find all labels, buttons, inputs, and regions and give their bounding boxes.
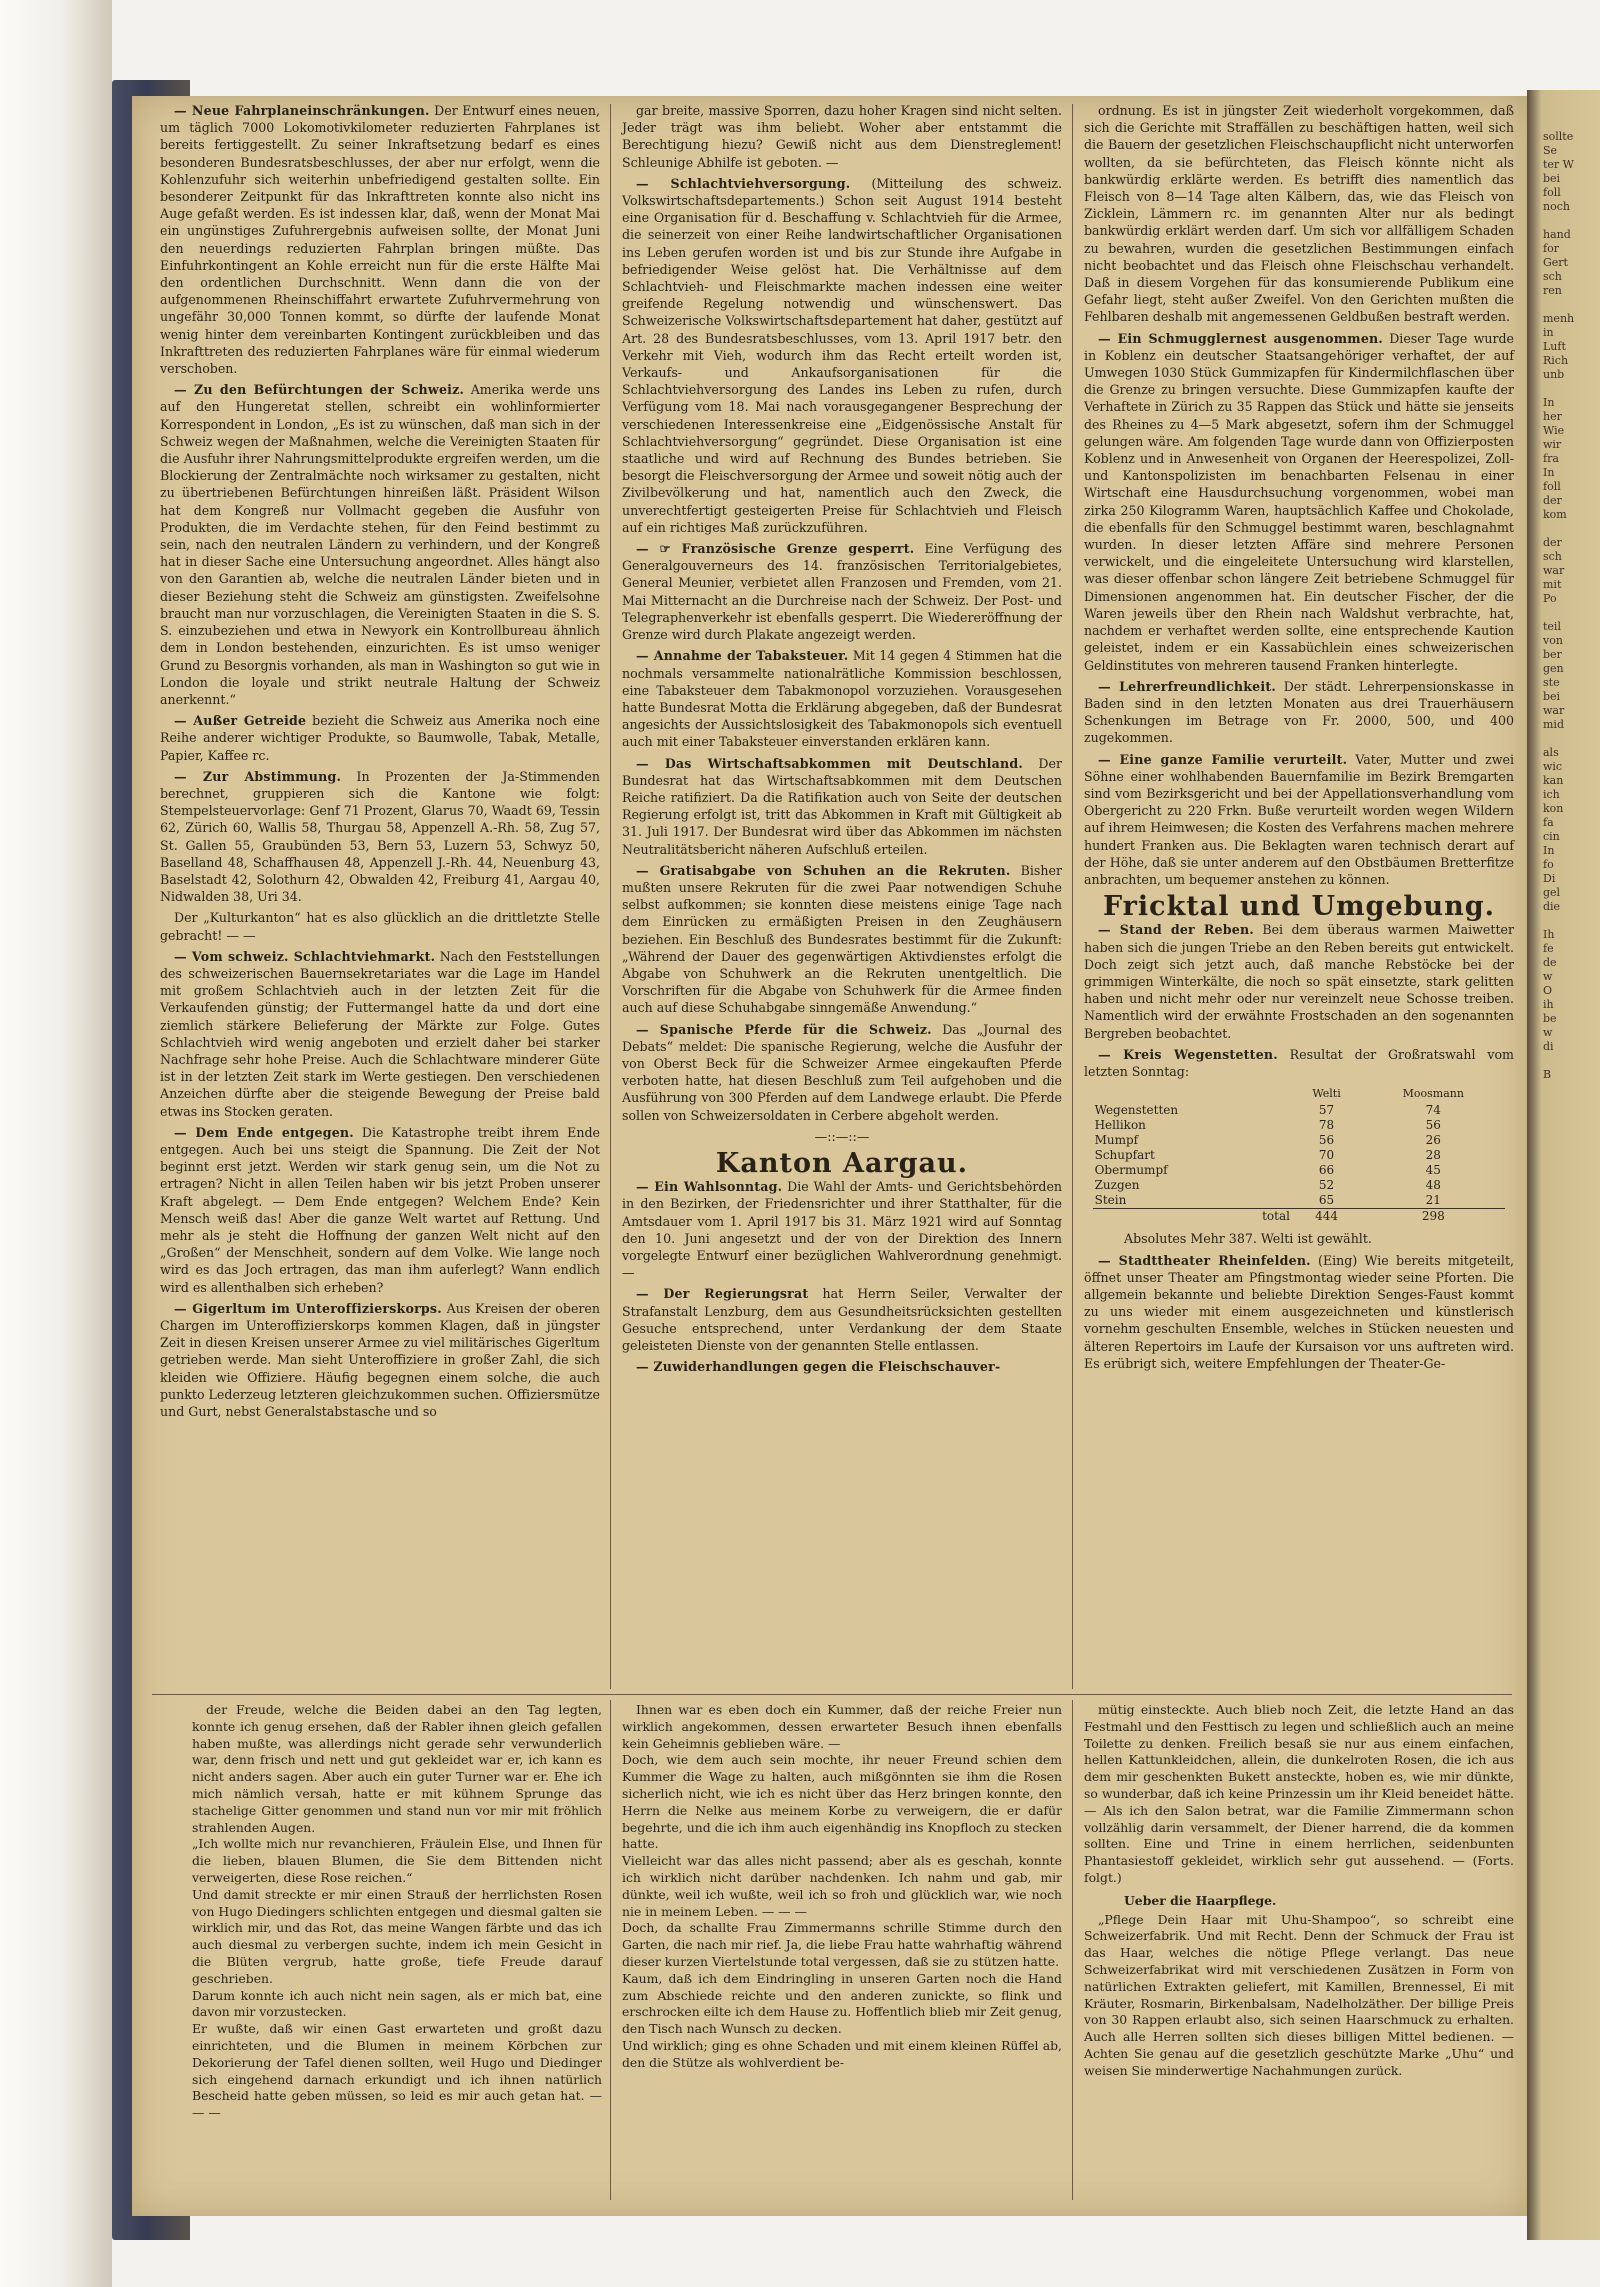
- table-cell: Mumpf: [1094, 1133, 1139, 1148]
- article-text: Eine Verfügung des Generalgouverneurs des 14. französischen Territorialgebietes, General Meunier, verbietet allen Franzosen und Fremden, vom 21. Mai Mitternacht an die Durchreise nach der Schweiz. Der Post- und Telegraphenverkehr ist ebenfalls gesperrt. Die Wiedereröffnung der Grenze wird durch Plakate angezeigt werden.: [622, 541, 1062, 643]
- article-text: Die Katastrophe treibt ihrem Ende entgegen. Auch bei uns steigt die Spannung. Die Zeit der Not beginnt erst jetzt. Werden wir stark genug sein, um die Not zu ertragen? Nicht in allen Teilen haben wir bis jetzt Proben unserer Kraft abgelegt. — Dem Ende entgegen? Welchem Ende? Kein Mensch weiß das! Aber die ganze Welt wartet auf Rettung. Und mehr als je steht die Hoffnung der ganzen Welt nicht auf den „Großen“ der Menschheit, sondern auf dem Volke. Wie lange noch wird es das Joch ertragen, das man ihm auferlegt? Wann endlich wird es allenthalben sich erheben?: [160, 1124, 600, 1295]
- section-headline: Fricktal und Umgebung.: [1102, 891, 1496, 923]
- newspaper-page: [132, 96, 1527, 2216]
- article-text: Bisher mußten unsere Rekruten für die zwei Paar notwendigen Schuhe selbst aufkommen; sie konnten diese meistens einige Tage nach dem Einrücken zu ermäßigten Preisen in den Zeughäusern beziehen. Ein Beschluß des Bundesrates bestimmt für die Zukunft: „Während der Dauer des gegenwärtigen Aktivdienstes erfolgt die Abgabe von Schuhwerk an die Rekruten unentgeltlich. Die Vorschriften für die Abgabe von Schuhwerk für die Armee finden auch auf diese Schuhabgabe sinngemäße Anwendung.“: [622, 862, 1062, 1016]
- table-cell: Hellikon: [1094, 1118, 1146, 1133]
- table-header: Welti: [1312, 1087, 1341, 1101]
- article-paragraph: [1084, 921, 1514, 1041]
- table-cell: 74: [1425, 1103, 1441, 1118]
- article-paragraph: [160, 909, 600, 943]
- article-paragraph: [160, 712, 600, 764]
- article-text: Der „Kulturkanton“ hat es also glücklich an die drittletzte Stelle gebracht! — —: [160, 910, 600, 943]
- table-cell: 78: [1318, 1118, 1335, 1133]
- article-text: bezieht die Schweiz aus Amerika noch eine Reihe anderer wichtiger Produkte, so Baumwolle, Tabak, Metalle, Papier, Kaffee rc.: [160, 713, 600, 763]
- article-paragraph: [622, 175, 1062, 536]
- article-paragraph: [1084, 1046, 1514, 1080]
- article-paragraph: [622, 1178, 1062, 1281]
- article-text: Absolutes Mehr 387. Welti ist gewählt.: [1124, 1231, 1372, 1247]
- article-heading: — Vom schweiz. Schlachtviehmarkt.: [174, 948, 436, 964]
- article-heading: — Neue Fahrplaneinschränkungen.: [174, 103, 430, 118]
- table-row: [1093, 1103, 1506, 1118]
- article-paragraph: [622, 647, 1062, 750]
- article-heading: — Zu den Befürchtungen der Schweiz.: [174, 382, 465, 398]
- table-row: [1093, 1133, 1506, 1148]
- table-cell: Stein: [1094, 1193, 1127, 1208]
- table-cell: 56: [1318, 1133, 1335, 1148]
- article-heading: — Ein Schmugglernest ausgenommen.: [1098, 330, 1383, 346]
- table-total-cell: 444: [1292, 1209, 1361, 1225]
- table-cell: 28: [1425, 1148, 1441, 1163]
- article-heading: — Stand der Reben.: [1098, 922, 1254, 938]
- adjacent-page-text: sollte Se ter W bei foll noch hand for Gert sch ren menh in Luft Rich unb In her Wie wir fra In foll der kom der sch war mit Po teil von ber gen ste bei war mid als wic kan ich kon fa cin In fo Di gel die Ih fe de w O ih be w di B: [1543, 130, 1575, 1081]
- table-row: [1093, 1148, 1506, 1163]
- article-text: (Mitteilung des schweiz. Volkswirtschaftsdepartements.) Schon seit August 1914 besteht eine Organisation für d. Beschaffung v. Schlachtvieh für die Armee, die seinerzeit von einer Reihe landwirtschaftlicher Organisationen ins Leben gerufen worden ist und bis zur Stunde ihre Aufgabe in befriedigender Weise gelöst hat. Die Verhältnisse auf dem Schlachtvieh- und Fleischmarkte machen indessen eine weiter greifende Regelung notwendig und wünschenswert. Das Schweizerische Volkswirtschaftsdepartement hat daher, gestützt auf Art. 28 des Bundesratsbeschlusses, vom 13. April 1917 betr. den Verkehr mit Vieh, wodurch ihm das Recht erteilt worden ist, Verkaufs- und Ankaufsorganisationen für die Schlachtviehversorgung des Landes ins Leben zu rufen, durch Verfügung vom 18. Mai nach vorausgegangener Besprechung der verschiedenen Interessenkreise eine „Eidgenössische Anstalt für Schlachtviehversorgung“ gegründet. Diese Organisation ist eine staatliche und wird auf Rechnung des Bundes betrieben. Sie besorgt die Fleischversorgung der Armee und soweit nötig auch der Zivilbevölkerung und hat, namentlich auch den Zweck, die unverechtfertigt gesteigerten Preise für Schlachtvieh und Fleisch auf ein richtiges Maß zurückzuführen.: [622, 175, 1062, 535]
- column-rule: [1072, 1700, 1073, 2200]
- article-heading: — Gratisabgabe von Schuhen an die Rekruten.: [636, 862, 1011, 878]
- table-cell: 66: [1318, 1163, 1335, 1178]
- table-cell: Wegenstetten: [1094, 1103, 1179, 1118]
- article-text: ordnung. Es ist in jüngster Zeit wiederholt vorgekommen, daß sich die Gerichte mit Straffällen zu beschäftigen hatten, weil sich die Bauern der gesetzlichen Fleischschaupflicht nicht unterworfen wollten, da sie befürchteten, das Fleisch könnte nicht als bankwürdig erklärte werden. Es betrifft dies namentlich das Fleisch von 8—14 Tage alten Kälbern, das, wie das Fleisch von Zicklein, Lämmern rc. im genannten Alter nur als bedingt bankwürdig erklärt werden darf. Um sich vor allfälligem Schaden zu bewahren, wurden die gesetzlichen Bestimmungen einfach nicht beobachtet und das Fleisch ohne Fleischschau verhandelt. Daß in diesem Vorgehen für das konsumierende Publikum eine Gefahr liegt, steht außer Zweifel. Von den Gerichten mußten die Fehlbaren deshalb mit angemessenen Geldbußen bestraft werden.: [1084, 103, 1514, 325]
- article-paragraph: [1084, 102, 1514, 326]
- article-paragraph: [622, 1021, 1062, 1124]
- article-paragraph: [622, 540, 1062, 643]
- article-heading: — Zur Abstimmung.: [174, 768, 342, 784]
- article-paragraph: [160, 1300, 600, 1420]
- article-text: Die Wahl der Amts- und Gerichtsbehörden in den Bezirken, der Friedensrichter und ihrer Statthalter, für die Amtsdauer vom 1. April 1917 bis 31. März 1921 wird auf Sonntag den 10. Juni angesetzt und der von der Direktion des Innern vorgelegte Entwurf einer bezüglichen Wahlverordnung genehmigt. —: [622, 1179, 1063, 1281]
- article-paragraph: [622, 102, 1062, 171]
- advert-text: „Pflege Dein Haar mit Uhu-Shampoo“, so schreibt eine Schweizerfabrik. Und mit Recht. Denn der Schmuck der Frau ist das Haar, welches die nötige Pflege verlangt. Das neue Schweizerfabrikat wird mit verschiedenen Zusätzen in Form von natürlichen Extrakten geliefert, mit Kamillen, Brennessel, Ei mit Kräuter, Rosmarin, Birkenbalsam, Nadelholzäther. Der billige Preis von 30 Rappen erlaubt also, sich seinen Haarschmuck zu erhalten. Auch alle Herren sollten sich dieses billigen Mittel bedienen. — Achten Sie genau auf die gesetzlich geschützte Marke „Uhu“ und weisen Sie minderwertige Nachahmungen zurück.: [1084, 1911, 1514, 2078]
- article-text: Bei dem überaus warmen Maiwetter haben sich die jungen Triebe an den Reben bereits gut entwickelt. Doch zeigt sich jetzt auch, daß manche Rebstöcke bei der grimmigen Winterkälte, die noch so spät einsetzte, stark gelitten haben und nicht mehr oder nur vereinzelt neue Schosse treiben. Namentlich wird der erwähnte Frostschaden an den sogenannten Bergreben beobachtet.: [1084, 922, 1514, 1041]
- article-text: Aus Kreisen der oberen Chargen im Unteroffizierskorps kommen Klagen, daß in jüngster Zeit in diesen Kreisen unserer Armee zu viel militärisches Gigerltum getrieben werde. Man sieht Unteroffiziere in großer Zahl, die sich kleiden wie Offiziere. Häufig begegnen einem solche, die auch punkto Lederzeug letzteren gleichzukommen suchen. Offiziersmütze und Gurt, nebst Generalstabstasche und so: [160, 1300, 601, 1420]
- table-row: [1093, 1178, 1506, 1193]
- table-cell: 21: [1425, 1193, 1441, 1208]
- separator: —::—::—: [814, 1128, 870, 1144]
- table-cell: 65: [1318, 1193, 1335, 1208]
- article-paragraph: [1084, 678, 1514, 747]
- article-heading: — Annahme der Tabaksteuer.: [636, 648, 849, 664]
- election-results-table: [1093, 1084, 1506, 1224]
- article-paragraph: [622, 1358, 1062, 1375]
- article-paragraph: [160, 948, 600, 1120]
- column-1: [160, 102, 600, 1424]
- article-paragraph: [160, 1124, 600, 1296]
- article-paragraph: [160, 102, 600, 377]
- article-heading: — Gigerltum im Unteroffizierskorps.: [174, 1300, 442, 1316]
- table-cell: 57: [1318, 1103, 1335, 1118]
- article-heading: — Zuwiderhandlungen gegen die Fleischschauver-: [636, 1359, 1001, 1375]
- table-cell: 70: [1318, 1148, 1335, 1163]
- article-paragraph: [1084, 330, 1514, 674]
- feuilleton-column-2: [622, 1702, 1062, 2072]
- table-cell: Zuzgen: [1094, 1178, 1140, 1193]
- article-text: Der Bundesrat hat das Wirtschaftsabkommen mit dem Deutschen Reiche ratifiziert. Da die Ratifikation auch von Seite der deutschen Regierung erfolgt ist, tritt das Abkommen in Kraft mit Gültigkeit ab 31. Juli 1917. Der Bundesrat wird über das Abkommen im nächsten Neutralitätsbericht näheren Aufschluß erteilen.: [622, 755, 1062, 857]
- table-row: [1093, 1163, 1506, 1178]
- article-heading: — Dem Ende entgegen.: [174, 1124, 354, 1140]
- table-header: [1093, 1084, 1292, 1103]
- article-text: Nach den Feststellungen des schweizerischen Bauernsekretariates war die Lage im Handel mit großem Schlachtvieh auch in der letzten Zeit für die Verkaufenden günstig; der Futtermangel hatte da und dort eine ziemlich stärkere Belieferung der Märkte zur Folge. Gutes Schlachtvieh wird wenig angeboten und erzielt daher bei starker Nachfrage sehr hohe Preise. Auch die Schlachtware minderer Güte ist in der letzten Zeit stark im Werte gestiegen. Den verschiedenen Anzeichen dürfte aber die steigende Bewegung der Preise bald etwas ins Stocken geraten.: [160, 948, 600, 1119]
- section-headline: Kanton Aargau.: [715, 1147, 969, 1179]
- article-paragraph: [622, 862, 1062, 1017]
- article-heading: — Ein Wahlsonntag.: [636, 1179, 783, 1195]
- table-cell: Obermumpf: [1094, 1163, 1168, 1178]
- article-paragraph: [160, 381, 600, 708]
- article-text: In Prozenten der Ja-Stimmenden berechnet, gruppieren sich die Kantone wie folgt: Stempelsteuervorlage: Genf 71 Prozent, Glarus 70, Waadt 69, Tessin 62, Zürich 60, Wallis 58, Thurgau 58, Appenzell A.-Rh. 58, Zug 57, St. Gallen 55, Graubünden 53, Bern 53, Luzern 53, Schwyz 50, Baselland 48, Schaffhausen 48, Appenzell J.-Rh. 44, Neuenburg 43, Baselstadt 42, Solothurn 42, Obwalden 42, Freiburg 41, Aargau 40, Nidwalden 38, Uri 34.: [160, 768, 600, 905]
- article-paragraph: [622, 1285, 1062, 1354]
- article-heading: — Außer Getreide: [174, 713, 307, 729]
- table-cell: 48: [1425, 1178, 1441, 1193]
- article-text: Mit 14 gegen 4 Stimmen hat die nochmals versammelte nationalrätliche Kommission beschlossen, eine Tabaksteuer dem Tabakmonopol vorzuziehen. Vorausgesehen hatte Bundesrat Motta die Erklärung abgegeben, daß der Bundesrat angesichts der Aussichtslosigkeit des Tabakmonopols sich eventuell auch mit einer Tabaksteuer einverstanden erklären kann.: [622, 648, 1062, 750]
- article-text: gar breite, massive Sporren, dazu hoher Kragen sind nicht selten. Jeder trägt was ihm beliebt. Woher aber entstammt die Berechtigung hiezu? Gewiß nicht aus dem Dienstreglement! Schleunige Abhilfe ist geboten. —: [622, 103, 1062, 170]
- article-paragraph: [160, 768, 600, 906]
- article-heading: — Kreis Wegenstetten.: [1098, 1046, 1278, 1062]
- article-text: (Eing) Wie bereits mitgeteilt, öffnet unser Theater am Pfingstmontag wieder seine Pforten. Die allgemein bekannte und beliebte Direktion Senges-Faust kommt zu uns wieder mit einem ausgezeichneten und künstlerisch vornehm geschulten Ensemble, welches in Stücken neuesten und älteren Repertoirs im Laufe der Kursaison vor uns auftreten wird. Es erübrigt sich, weitere Empfehlungen der Theater-Ge-: [1084, 1252, 1515, 1371]
- table-cell: 56: [1425, 1118, 1441, 1133]
- column-3: [1084, 102, 1514, 1376]
- article-heading: — ☞ Französische Grenze gesperrt.: [636, 541, 915, 557]
- table-row: [1093, 1118, 1506, 1133]
- article-paragraph: [1084, 1230, 1514, 1247]
- feuilleton-column-1: [192, 1702, 602, 2122]
- table-cell: 52: [1318, 1178, 1335, 1193]
- table-cell: 45: [1425, 1163, 1441, 1178]
- adjacent-page-edge: [1527, 90, 1600, 2240]
- column-rule: [610, 104, 611, 1689]
- article-heading: — Spanische Pferde für die Schweiz.: [636, 1021, 932, 1037]
- article-text: Das „Journal des Debats“ meldet: Die spanische Regierung, welche die Ausfuhr der von Oberst Beck für die Schweizer Armee eingekauften Pferde verboten hatte, hat diesen Beschluß zum Teil aufgehoben und die Ausführung von 300 Pferden auf dem Landwege erlaubt. Die Pferde sollen von Schweizersoldaten in Cerbere abgeholt werden.: [622, 1021, 1062, 1123]
- table-total-label: total: [1093, 1209, 1292, 1225]
- table-total-row: [1093, 1209, 1506, 1225]
- article-heading: — Das Wirtschaftsabkommen mit Deutschland.: [636, 755, 1023, 771]
- column-rule: [1072, 104, 1073, 1689]
- advert-title: Ueber die Haarpflege.: [1124, 1892, 1277, 1908]
- article-heading: — Stadttheater Rheinfelden.: [1098, 1252, 1311, 1268]
- feuilleton-text: Ihnen war es eben doch ein Kummer, daß der reiche Freier nun wirklich angekommen, dessen erwarteter Besuch ihnen ebenfalls kein Geheimnis geblieben wäre. — Doch, wie dem auch sein mochte, ihr neuer Freund schien dem Kummer die Wage zu halten, auch mißgönnten sie ihm die Rosen sicherlich nicht, wie ich es nicht über das Herz bringen konnte, den Herrn die Nelke aus meinem Korbe zu verweigern, die er dafür begehrte, und die ich ihm auch eigenhändig ins Knopfloch zu stecken hatte. Vielleicht war das alles nicht passend; aber als es geschah, konnte ich wirklich nicht darüber nachdenken. Ich nahm und gab, mir dünkte, weil ich wußte, weil ich so froh und glücklich war, wie noch nie in meinem Leben. — — — Doch, da schallte Frau Zimmermanns schrille Stimme durch den Garten, die nach mir rief. Ja, die liebe Frau hatte wahrhaftig während dieser kurzen Viertelstunde total vergessen, daß sie zu stützen hatte. Kaum, daß ich dem Eindringling in unseren Garten noch die Hand zum Abschiede reichte und den anderen zunickte, so flink und erschrocken eilte ich dem Hause zu. Hoffentlich blieb mir Zeit genug, den Tisch nach Wunsch zu decken. Und wirklich; ging es ohne Schaden und mit einem kleinen Rüffel ab, den die Stütze als wohlverdient be-: [622, 1702, 1062, 2070]
- article-paragraph: [1084, 1252, 1514, 1372]
- article-heading: — Der Regierungsrat: [636, 1286, 809, 1302]
- article-text: Dieser Tage wurde in Koblenz ein deutscher Staatsangehöriger verhaftet, der auf Umwegen 1030 Stück Gummizapfen für Kindermilchflaschen über die Grenze zu bringen versuchte. Diese Gummizapfen kaufte der Verhaftete in Zürich zu 35 Rappen das Stück und hätte sie jenseits des Rheines zu 4—5 Mark abgesetzt, sofern ihm der Schmuggel gelungen wäre. Am folgenden Tage wurde dann von Offizierposten Koblenz und in Anwesenheit von Organen der Heerespolizei, Zoll- und Kantonspolizisten im benachbarten Felsenau in einer Wirtschaft eine Hausdurchsuchung vorgenommen, wobei man zirka 250 Kilogramm Waren, hauptsächlich Kaffee und Chokolade, die ebenfalls für den Schmuggel bestimmt waren, beschlagnahmt wurden. In dieser letzten Affäre sind mehrere Personen verwickelt, und die eingeleitete Untersuchung wird klarstellen, was dieser offenbar schon längere Zeit betriebene Schmuggel für Dimensionen angenommen hat. Ein deutscher Fischer, der die Waren jeweils über den Rhein nach Waldshut verbrachte, hat, nachdem er verhaftet werden sollte, eine entsprechende Kaution geleistet, indem er ein Kassabüchlein eines schweizerischen Geldinstitutes von mehreren tausend Franken hinterlegte.: [1084, 330, 1514, 673]
- table-cell: 26: [1425, 1133, 1441, 1148]
- article-paragraph: [622, 755, 1062, 858]
- article-heading: — Lehrerfreundlichkeit.: [1098, 678, 1276, 694]
- article-text: Resultat der Großratswahl vom letzten Sonntag:: [1084, 1046, 1514, 1079]
- feuilleton-column-3: [1084, 1702, 1514, 2080]
- article-text: Der Entwurf eines neuen, um täglich 7000 Lokomotivkilometer reduzierten Fahrplanes ist bereits fertiggestellt. Zu seiner Inkraftsetzung bedarf es eines besonderen Bundesratsbeschlusses, der aber nur erfolgt, wenn die Kohlenzufuhr sich weiterhin unbefriedigend gestalten sollte. Ein besonderer Zeitpunkt für das Inkrafttreten konnte also nicht ins Auge gefaßt werden. Es ist indessen klar, daß, wenn der Monat Mai ein ungünstiges Zufuhrergebnis aufweisen sollte, der Monat Juni den neuerdings reduzierten Fahrplan bringen müßte. Das Einfuhrkontingent an Kohle erreicht nun für die erste Hälfte Mai den ordentlichen Durchschnitt. Wenn dann die von der aufgenommenen Rheinschiffahrt erwartete Zufuhrvermehrung von ungefähr 30,000 Tonnen kommt, so dürfte der laufende Monat wenig hinter dem vereinbarten Kontingent zurückbleiben und das Inkrafttreten des reduzierten Fahrplanes wäre für einmal wiederum verschoben.: [160, 103, 600, 377]
- article-text: Der städt. Lehrerpensionskasse in Baden sind in den letzten Monaten aus drei Trauerhäusern Schenkungen im Betrage von Fr. 2000, 500, und 400 zugekommen.: [1084, 678, 1514, 746]
- table-cell: Schupfart: [1094, 1148, 1155, 1163]
- article-text: hat Herrn Seiler, Verwalter der Strafanstalt Lenzburg, dem aus Gesundheitsrücksichten gestellten Gesuche entsprechend, unter Verdankung der dem Staate geleisteten Dienste von der genannten Stelle entlassen.: [622, 1286, 1062, 1354]
- table-total-cell: 298: [1361, 1209, 1505, 1225]
- feuilleton-text: mütig einsteckte. Auch blieb noch Zeit, die letzte Hand an das Festmahl und den Festtisch zu legen und schließlich auch an meine Toilette zu denken. Freilich besaß sie nur aus einem einfachen, hellen Kattunkleidchen, allein, die dunkelroten Rosen, die ich aus dem mir geschenkten Bukett ansteckte, hoben es, wie mir dünkte, so wunderbar, daß ich keine Prinzessin um ihr Kleid beneidet hätte. — Als ich den Salon betrat, war die Familie Zimmermann schon vollzählig darin versammelt, der Diener harrend, die da kommen sollten. Eine und Trine in einem herrlichen, seidenbunten Phantasiestoff gekleidet, wirklich sehr gut aussehend. — (Forts. folgt.): [1084, 1702, 1514, 1885]
- article-heading: — Eine ganze Familie verurteilt.: [1098, 751, 1348, 767]
- column-2: [622, 102, 1062, 1379]
- article-heading: — Schlachtviehversorgung.: [636, 175, 851, 191]
- table-header: Moosmann: [1402, 1087, 1464, 1101]
- article-paragraph: [1084, 751, 1514, 889]
- feuilleton-rule: [152, 1694, 1512, 1695]
- scan-background: [0, 0, 112, 2287]
- article-text: Amerika werde uns auf den Hungeretat stellen, schreibt ein wohlinformierter Korrespondent in London, „Es ist zu wünschen, daß man sich in der Schweiz wegen der Maßnahmen, welche die Vereinigten Staaten für die Ausfuhr ihrer Nahrungsmittelprodukte ergreifen werden, um die Blockierung der Zentralmächte noch wirksamer zu gestalten, nicht zu übertriebenen Befürchtungen hinreißen läßt. Präsident Wilson hat dem Kongreß nur Vollmacht gegeben die Ausfuhr von Produkten, die im Verdachte stehen, für den Feind bestimmt zu sein, nach den neutralen Ländern zu verhindern, und der Kongreß hat in dieser Sache eine Untersuchung angeordnet. Alles hängt also von den Garantien ab, welche die neutralen Länder bieten und in dieser Beziehung steht die Schweiz am günstigsten. Zweifelsohne braucht man nur vorzuschlagen, die Vereinigten Staaten in die S. S. S. einzubeziehen und etwa in Newyork ein Kontrollbureau ähnlich dem in London bestehenden, einzurichten. Es ist umso weniger Grund zu Besorgnis vorhanden, als man in Washington so gut wie in London die loyale und strikt neutrale Haltung der Schweiz anerkennt.“: [160, 382, 600, 707]
- article-text: Vater, Mutter und zwei Söhne einer wohlhabenden Bauernfamilie im Bezirk Bremgarten sind vom Bezirksgericht und bei der Appellationsverhandlung vom Obergericht zu 220 Frkn. Buße verurteilt worden wegen Wildern auf ihrem Heimwesen; die Kosten des Verfahrens machen mehrere hundert Franken aus. Die Beklagten waren technisch derart auf der Höhe, daß sie unter anderem auf den Obstbäumen Bretterfitze anbrachten, um bequemer anstehen zu können.: [1084, 751, 1514, 887]
- table-row: [1093, 1193, 1506, 1209]
- feuilleton-text: der Freude, welche die Beiden dabei an den Tag legten, konnte ich genug ersehen, daß der Rabler ihnen gleich gefallen haben mußte, was allerdings nicht gerade sehr verwunderlich war, denn frisch und nett und gut gekleidet war er, ich kann es nicht anders sagen. Aber auch ein guter Turner war er. Ehe ich mich nämlich versah, hatte er mit kühnem Sprunge das stachelige Gitter genommen und stand nun vor mir mit fröhlich strahlenden Augen. „Ich wollte mich nur revanchieren, Fräulein Else, und Ihnen für die lieben, blauen Blumen, die Sie dem Bittenden nicht verweigerten, diese Rose reichen.“ Und damit streckte er mir einen Strauß der herrlichsten Rosen von Hugo Diedingers schlichten entgegen und diesmal galten sie wirklich mir, und das Rot, das meine Wangen färbte und das ich auch diesmal zu verbergen suchte, indem ich mein Gesicht in die Blüten vergrub, hatte große, tiefe Freude darauf geschrieben. Darum konnte ich auch nicht nein sagen, als er mich bat, eine davon mir vorzustecken. Er wußte, daß wir einen Gast erwarteten und großt dazu einrichteten, und die Blumen in meinem Körbchen zur Dekorierung der Tafel dienen sollten, weil Hugo und Diedinger sich eingehend darnach erkundigt und ich ihnen natürlich Bescheid hatte geben müssen, so leid es mir auch getan hat. — — —: [192, 1702, 602, 2121]
- column-rule: [610, 1700, 611, 2200]
